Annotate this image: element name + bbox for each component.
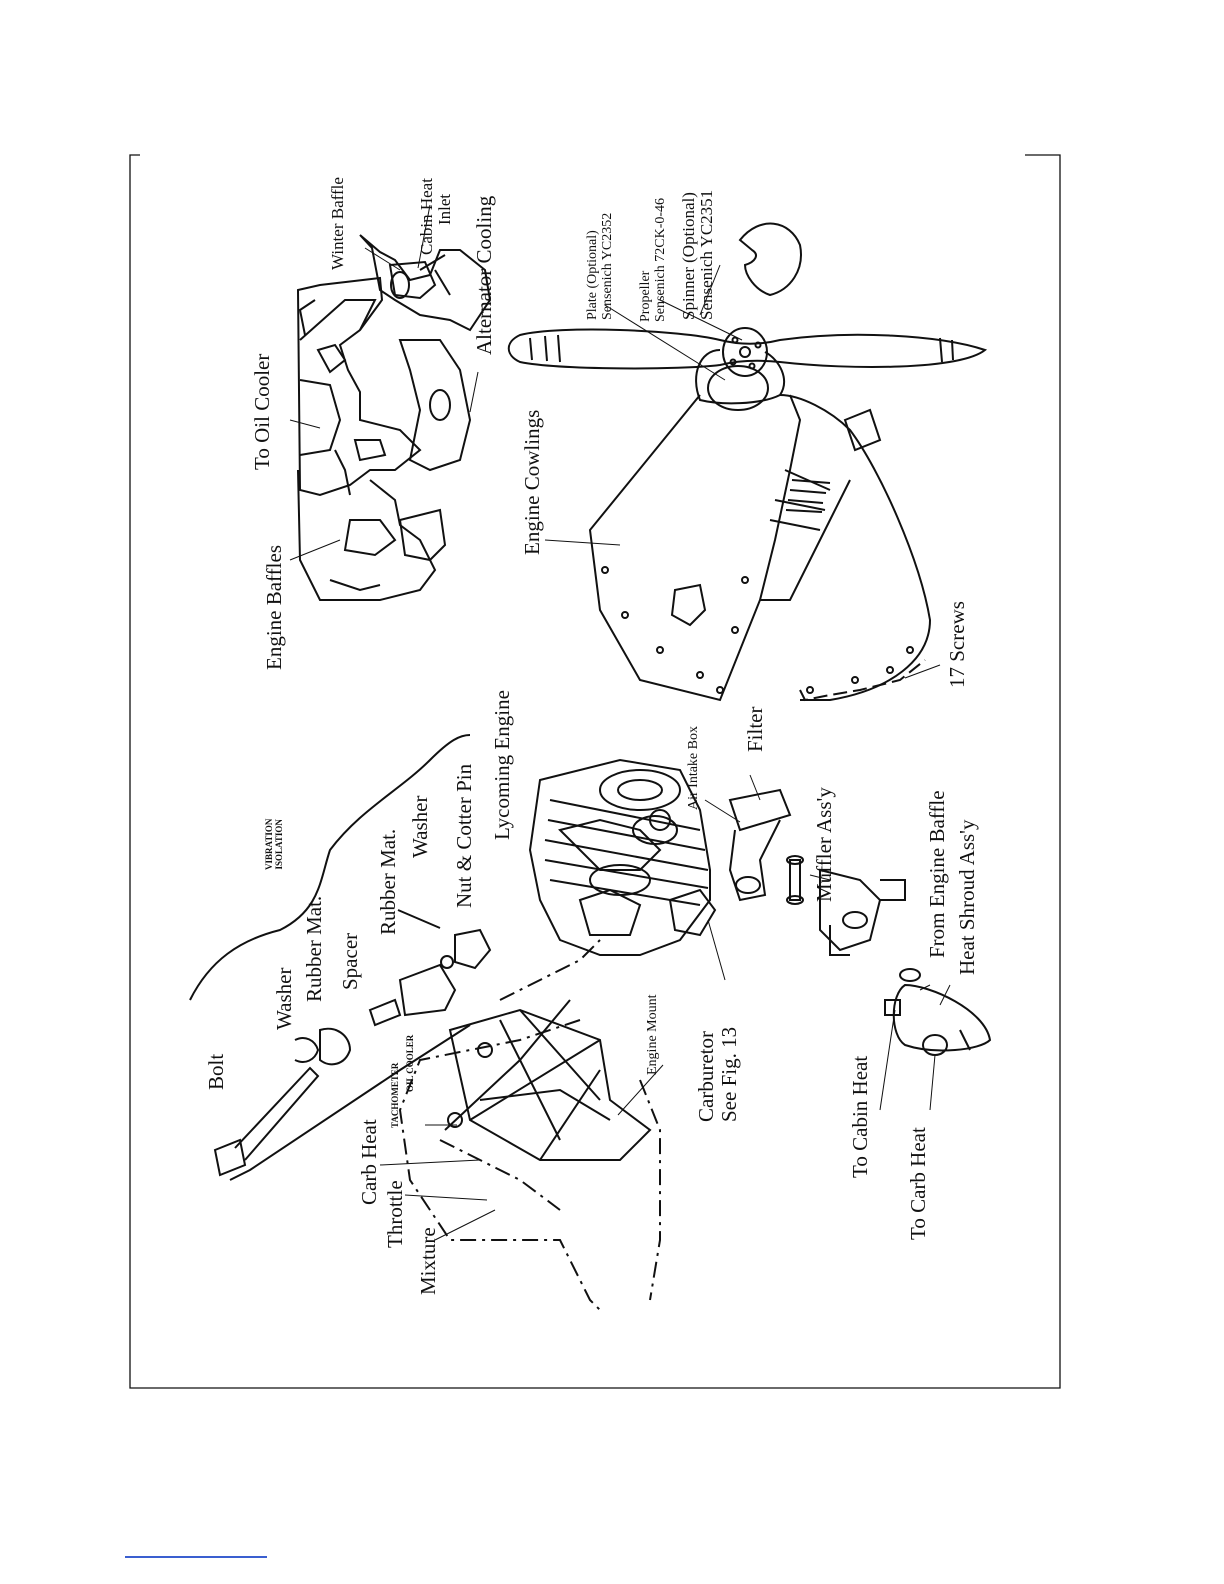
rubber-mat-1-label: Rubber Mat.	[302, 895, 326, 1002]
engine-mount-label: Engine Mount	[645, 994, 660, 1075]
heat-shroud-label: Heat Shroud Ass'y	[955, 819, 979, 975]
throttle-label: Throttle	[383, 1180, 407, 1248]
engine-baffles-label: Engine Baffles	[262, 545, 286, 670]
vibration-line-2: ISOLATION	[273, 819, 284, 870]
propeller-line-1: Propeller	[638, 270, 653, 322]
plate-line-2: Sensenich YC2352	[600, 212, 616, 320]
cabin-heat-inlet-line-2: Inlet	[435, 193, 455, 225]
bolt-label: Bolt	[204, 1053, 228, 1090]
nut-cotter-pin-label: Nut & Cotter Pin	[452, 763, 476, 908]
from-engine-baffle-label: From Engine Baffle	[925, 790, 949, 958]
heat-shroud-drawing	[885, 969, 990, 1055]
rubber-mat-2-label: Rubber Mat.	[376, 828, 400, 935]
air-intake-drawing	[730, 790, 790, 900]
filter-label: Filter	[743, 706, 767, 752]
propeller-drawing	[509, 224, 985, 376]
winter-baffle-label: Winter Baffle	[328, 177, 347, 270]
tachometer-label: TACHOMETER	[390, 1062, 400, 1128]
carburetor-line-1: Carburetor	[694, 1031, 718, 1122]
air-intake-box-label: Air Intake Box	[686, 726, 701, 810]
to-carb-heat-label: To Carb Heat	[906, 1127, 930, 1240]
carburetor-label	[695, 1027, 740, 1122]
spinner-label	[680, 190, 717, 320]
to-cabin-heat-label: To Cabin Heat	[848, 1055, 872, 1178]
washer-bottom-label: Washer	[272, 967, 296, 1030]
footer-rule	[125, 1556, 267, 1558]
muffler-label: Muffler Ass'y	[812, 787, 836, 902]
oil-cooler-small-label: OIL COOLER	[405, 1034, 415, 1092]
muffler-drawing	[787, 856, 905, 955]
vibration-line-1: VIBRATION	[264, 818, 274, 870]
cabin-heat-inlet-line-1: Cabin Heat	[417, 178, 436, 255]
cabin-heat-inlet-label	[418, 178, 455, 255]
propeller-line-2: Sensenich 72CK-0-46	[653, 197, 669, 322]
screws-label: 17 Screws	[945, 601, 969, 688]
plate-label	[585, 213, 615, 320]
carb-heat-label: Carb Heat	[357, 1119, 381, 1205]
propeller-label	[638, 198, 668, 322]
lycoming-engine-label: Lycoming Engine	[490, 690, 514, 840]
vibration-isolation-label	[265, 819, 284, 870]
plate-line-1: Plate (Optional)	[585, 230, 600, 320]
washer-top-label: Washer	[408, 795, 432, 858]
carburetor-line-2: See Fig. 13	[716, 1026, 741, 1122]
engine-cowlings-label: Engine Cowlings	[520, 409, 544, 555]
to-oil-cooler-label: To Oil Cooler	[250, 353, 274, 470]
spinner-line-2: Sensenich YC2351	[697, 189, 717, 320]
mixture-label: Mixture	[416, 1227, 440, 1295]
spinner-line-1: Spinner (Optional)	[679, 192, 698, 320]
alternator-cooling-label: Alternator Cooling	[472, 195, 496, 355]
engine-mount-drawing	[445, 1000, 650, 1160]
engine-cowlings-drawing	[590, 350, 930, 700]
spacer-label: Spacer	[338, 932, 362, 990]
